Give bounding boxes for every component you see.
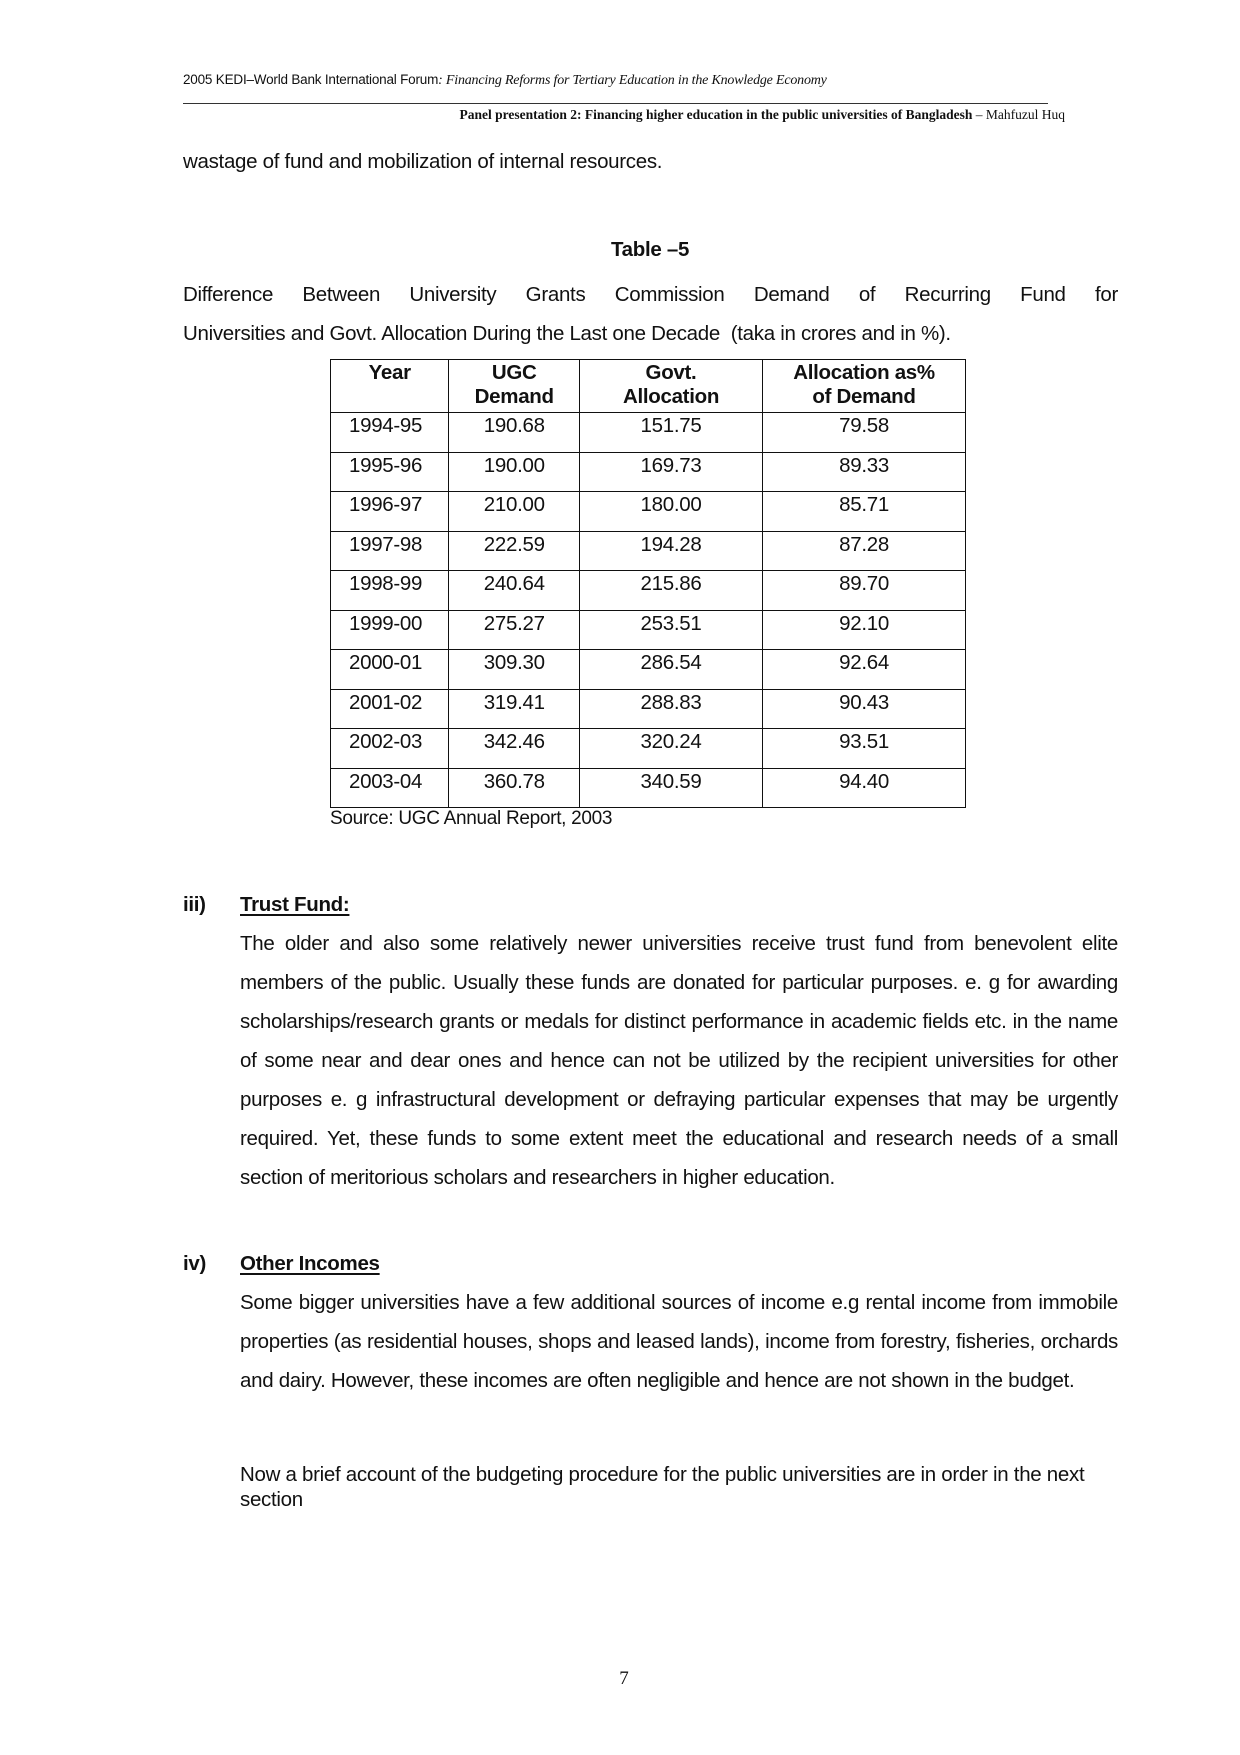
section-title-other-incomes: Other Incomes [240, 1252, 380, 1275]
table-row [331, 531, 966, 571]
table-caption-line-1: Difference Between University Grants Commission Demand of Recurring Fund for [183, 283, 1118, 306]
cell-ugc-demand: 190.68 [449, 413, 579, 453]
cell-govt-allocation: 180.00 [579, 492, 762, 532]
table-row [331, 768, 966, 808]
cell-govt-allocation: 151.75 [579, 413, 762, 453]
table-source: Source: UGC Annual Report, 2003 [330, 808, 613, 829]
allocation-table [330, 359, 966, 808]
cell-allocation-pct: 79.58 [763, 413, 966, 453]
author-name: Mahfuzul Huq [985, 107, 1065, 122]
forum-name: 2005 KEDI–World Bank International Forum [183, 72, 439, 87]
cell-allocation-pct: 89.33 [763, 452, 966, 492]
page-number: 7 [619, 1668, 629, 1689]
header-allocation-pct: Allocation as% of Demand [763, 360, 966, 413]
cell-allocation-pct: 87.28 [763, 531, 966, 571]
cell-allocation-pct: 94.40 [763, 768, 966, 808]
cell-year: 1996-97 [331, 492, 449, 532]
table-row [331, 610, 966, 650]
header-year: Year [331, 360, 449, 413]
section-body-other-incomes: Some bigger universities have a few additional sources of income e.g rental income from immobile properties (as residential houses, shops and leased lands), income from forestry, fisheries, orchards and dairy. However, these incomes are often negligible and hence are not shown in the budget. [240, 1291, 1118, 1392]
closing-paragraph: Now a brief account of the budgeting procedure for the public universities are in order in the next section [240, 1463, 1085, 1511]
cell-allocation-pct: 92.64 [763, 650, 966, 690]
cell-govt-allocation: 320.24 [579, 729, 762, 769]
cell-allocation-pct: 92.10 [763, 610, 966, 650]
table-title: Table –5 [610, 238, 690, 261]
table-row [331, 729, 966, 769]
cell-allocation-pct: 90.43 [763, 689, 966, 729]
section-number: iii) [183, 893, 206, 916]
cell-year: 1998-99 [331, 571, 449, 611]
panel-header [459, 107, 1065, 123]
cell-year: 2001-02 [331, 689, 449, 729]
section-title-trust-fund: Trust Fund: [240, 893, 350, 916]
table-row [331, 413, 966, 453]
cell-govt-allocation: 215.86 [579, 571, 762, 611]
header-rule [183, 103, 1048, 104]
cell-govt-allocation: 194.28 [579, 531, 762, 571]
cell-ugc-demand: 309.30 [449, 650, 579, 690]
cell-year: 2000-01 [331, 650, 449, 690]
section-body-trust-fund: The older and also some relatively newer universities receive trust fund from benevolent elite members of the public. Usually these funds are donated for particular purposes. e. g for awarding scholarships/research grants or medals for distinct performance in academic fields etc. in the name of some near and dear ones and hence can not be utilized by the recipient universities for other purposes e. g infrastructural development or defraying particular expenses that may be urgently required. Yet, these funds to some extent meet the educational and research needs of a small section of meritorious scholars and researchers in higher education. [240, 932, 1118, 1189]
cell-year: 2002-03 [331, 729, 449, 769]
header-ugc-demand: UGC Demand [449, 360, 579, 413]
table-row [331, 492, 966, 532]
cell-ugc-demand: 360.78 [449, 768, 579, 808]
table-caption-line-2: Universities and Govt. Allocation During the Last one Decade (taka in crores and in %). [183, 322, 951, 345]
cell-govt-allocation: 286.54 [579, 650, 762, 690]
running-header [183, 72, 827, 89]
table-header-row [331, 360, 966, 413]
cell-govt-allocation: 169.73 [579, 452, 762, 492]
cell-ugc-demand: 210.00 [449, 492, 579, 532]
author-separator: – [972, 107, 986, 122]
cell-year: 1999-00 [331, 610, 449, 650]
cell-govt-allocation: 253.51 [579, 610, 762, 650]
cell-allocation-pct: 89.70 [763, 571, 966, 611]
cell-year: 1995-96 [331, 452, 449, 492]
table-caption [183, 275, 1118, 353]
section-number: iv) [183, 1252, 207, 1275]
cell-ugc-demand: 319.41 [449, 689, 579, 729]
cell-ugc-demand: 342.46 [449, 729, 579, 769]
cell-govt-allocation: 340.59 [579, 768, 762, 808]
cell-allocation-pct: 93.51 [763, 729, 966, 769]
intro-line: wastage of fund and mobilization of internal resources. [183, 150, 663, 173]
cell-year: 2003-04 [331, 768, 449, 808]
table-row [331, 650, 966, 690]
cell-allocation-pct: 85.71 [763, 492, 966, 532]
table-row [331, 689, 966, 729]
forum-subtitle: : Financing Reforms for Tertiary Education in the Knowledge Economy [438, 73, 827, 88]
cell-ugc-demand: 190.00 [449, 452, 579, 492]
cell-year: 1997-98 [331, 531, 449, 571]
table-row [331, 452, 966, 492]
table-row [331, 571, 966, 611]
cell-ugc-demand: 240.64 [449, 571, 579, 611]
cell-year: 1994-95 [331, 413, 449, 453]
cell-ugc-demand: 275.27 [449, 610, 579, 650]
cell-govt-allocation: 288.83 [579, 689, 762, 729]
header-govt-allocation: Govt. Allocation [579, 360, 762, 413]
panel-title: Panel presentation 2: Financing higher education in the public universities of Bangladesh [459, 107, 973, 122]
cell-ugc-demand: 222.59 [449, 531, 579, 571]
